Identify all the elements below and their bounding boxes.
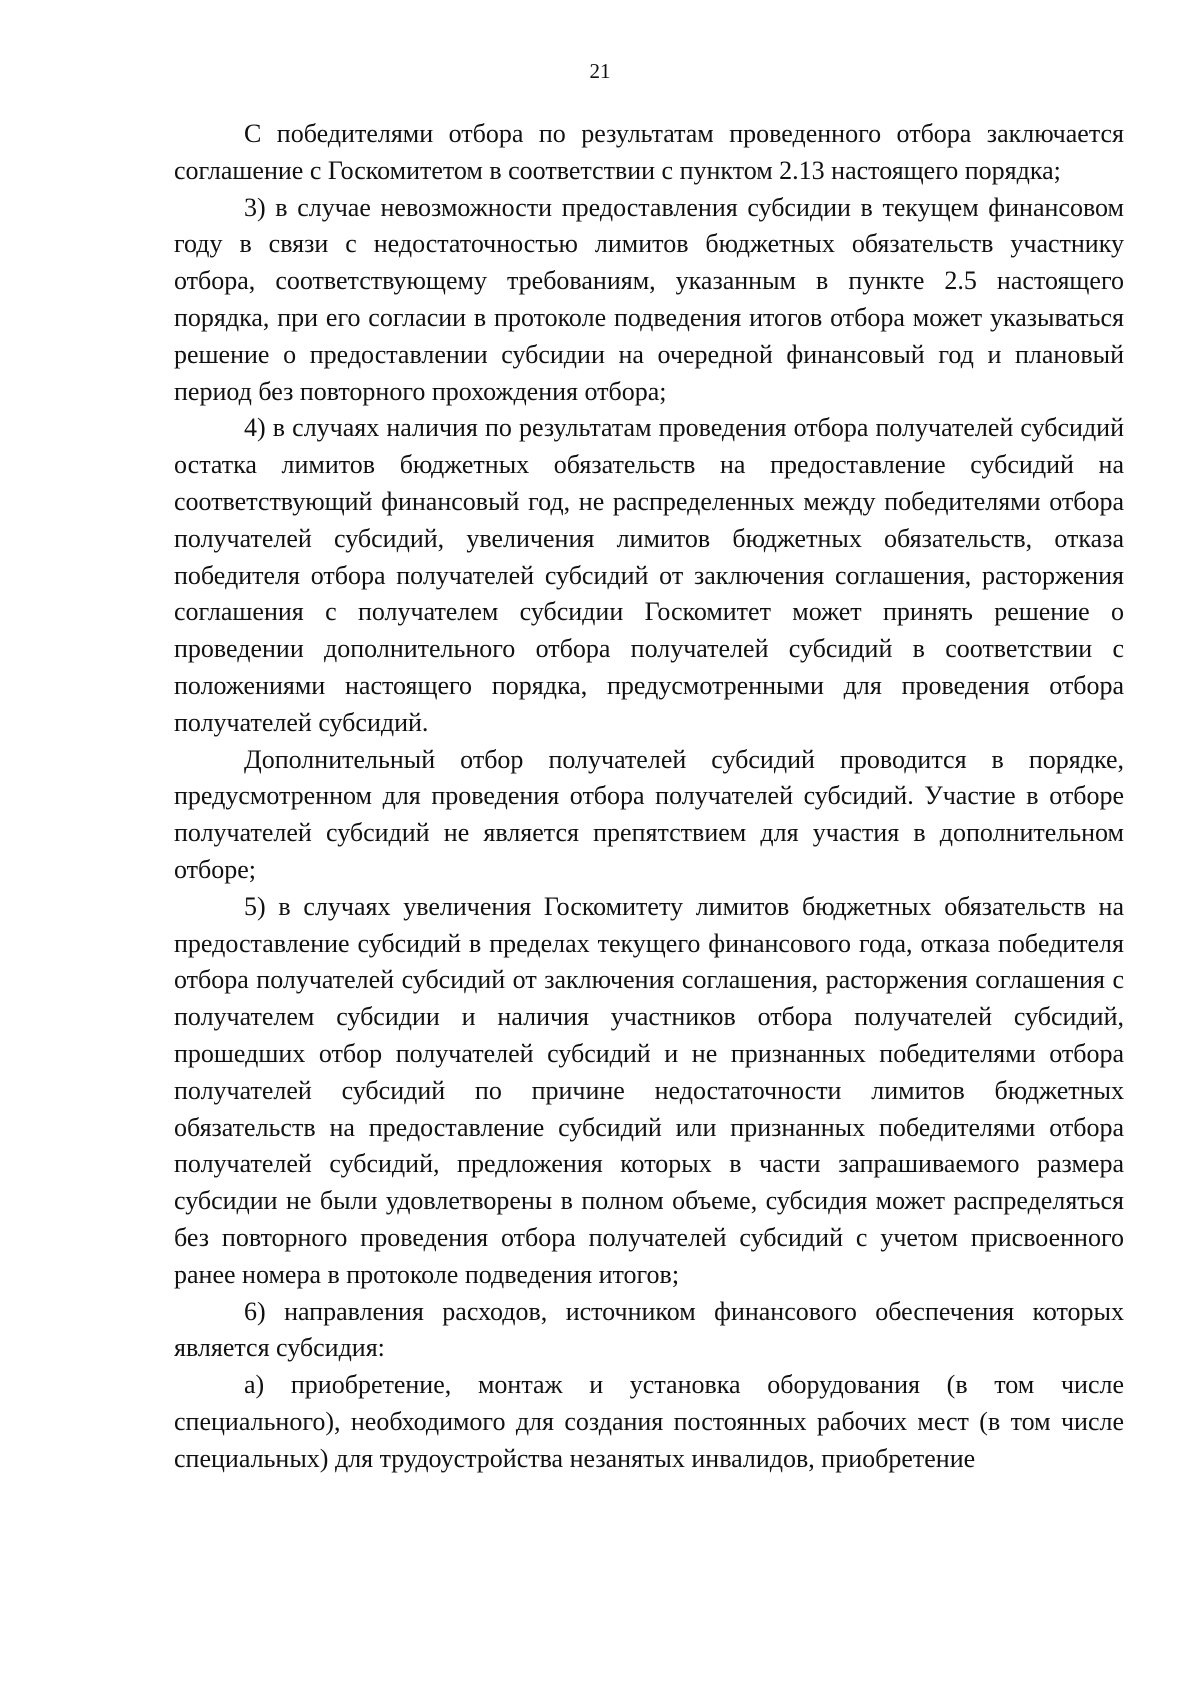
paragraph-intro: С победителями отбора по результатам проведенного отбора заключается соглашение с Госкомитетом в соответствии с пунктом 2.13 настоящего порядка; bbox=[174, 119, 1124, 185]
paragraph-item-4: 4) в случаях наличия по результатам проведения отбора получателей субсидий остатка лимитов бюджетных обязательств на предоставление субсидий на соответствующий финансовый год, не распределенных между победителями отбора получателей субсидий, увеличения лимитов бюджетных обязательств, отказа победителя отбора получателей субсидий от заключения соглашения, расторжения соглашения с получателем субсидии Госкомитет может принять решение о проведении дополнительного отбора получателей субсидий в соответствии с положениями настоящего порядка, предусмотренными для проведения отбора получателей субсидий. bbox=[174, 413, 1124, 737]
page-number: 21 bbox=[589, 59, 611, 83]
document-body bbox=[174, 116, 1124, 1477]
paragraph-item-6a: а) приобретение, монтаж и установка оборудования (в том числе специального), необходимого для создания постоянных рабочих мест (в том числе специальных) для трудоустройства незанятых инвалидов, приобретение bbox=[174, 1370, 1124, 1473]
paragraph-item-6: 6) направления расходов, источником финансового обеспечения которых является субсидия: bbox=[174, 1296, 1124, 1363]
paragraph-additional-selection: Дополнительный отбор получателей субсидий проводится в порядке, предусмотренном для проведения отбора получателей субсидий. Участие в отборе получателей субсидий не является препятствием для участия в дополнительном отборе; bbox=[174, 744, 1124, 884]
paragraph-item-5: 5) в случаях увеличения Госкомитету лимитов бюджетных обязательств на предоставление субсидий в пределах текущего финансового года, отказа победителя отбора получателей субсидий от заключения соглашения, расторжения соглашения с получателем субсидии и наличия участников отбора получателей субсидий, прошедших отбор получателей субсидий и не признанных победителями отбора получателей субсидий по причине недостаточности лимитов бюджетных обязательств на предоставление субсидий или признанных победителями отбора получателей субсидий, предложения которых в части запрашиваемого размера субсидии не были удовлетворены в полном объеме, субсидия может распределяться без повторного проведения отбора получателей субсидий с учетом присвоенного ранее номера в протоколе подведения итогов; bbox=[174, 891, 1124, 1289]
paragraph-item-3: 3) в случае невозможности предоставления субсидии в текущем финансовом году в связи с недостаточностью лимитов бюджетных обязательств участнику отбора, соответствующему требованиям, указанным в пункте 2.5 настоящего порядка, при его согласии в протоколе подведения итогов отбора может указываться решение о предоставлении субсидии на очередной финансовый год и плановый период без повторного прохождения отбора; bbox=[174, 192, 1124, 406]
